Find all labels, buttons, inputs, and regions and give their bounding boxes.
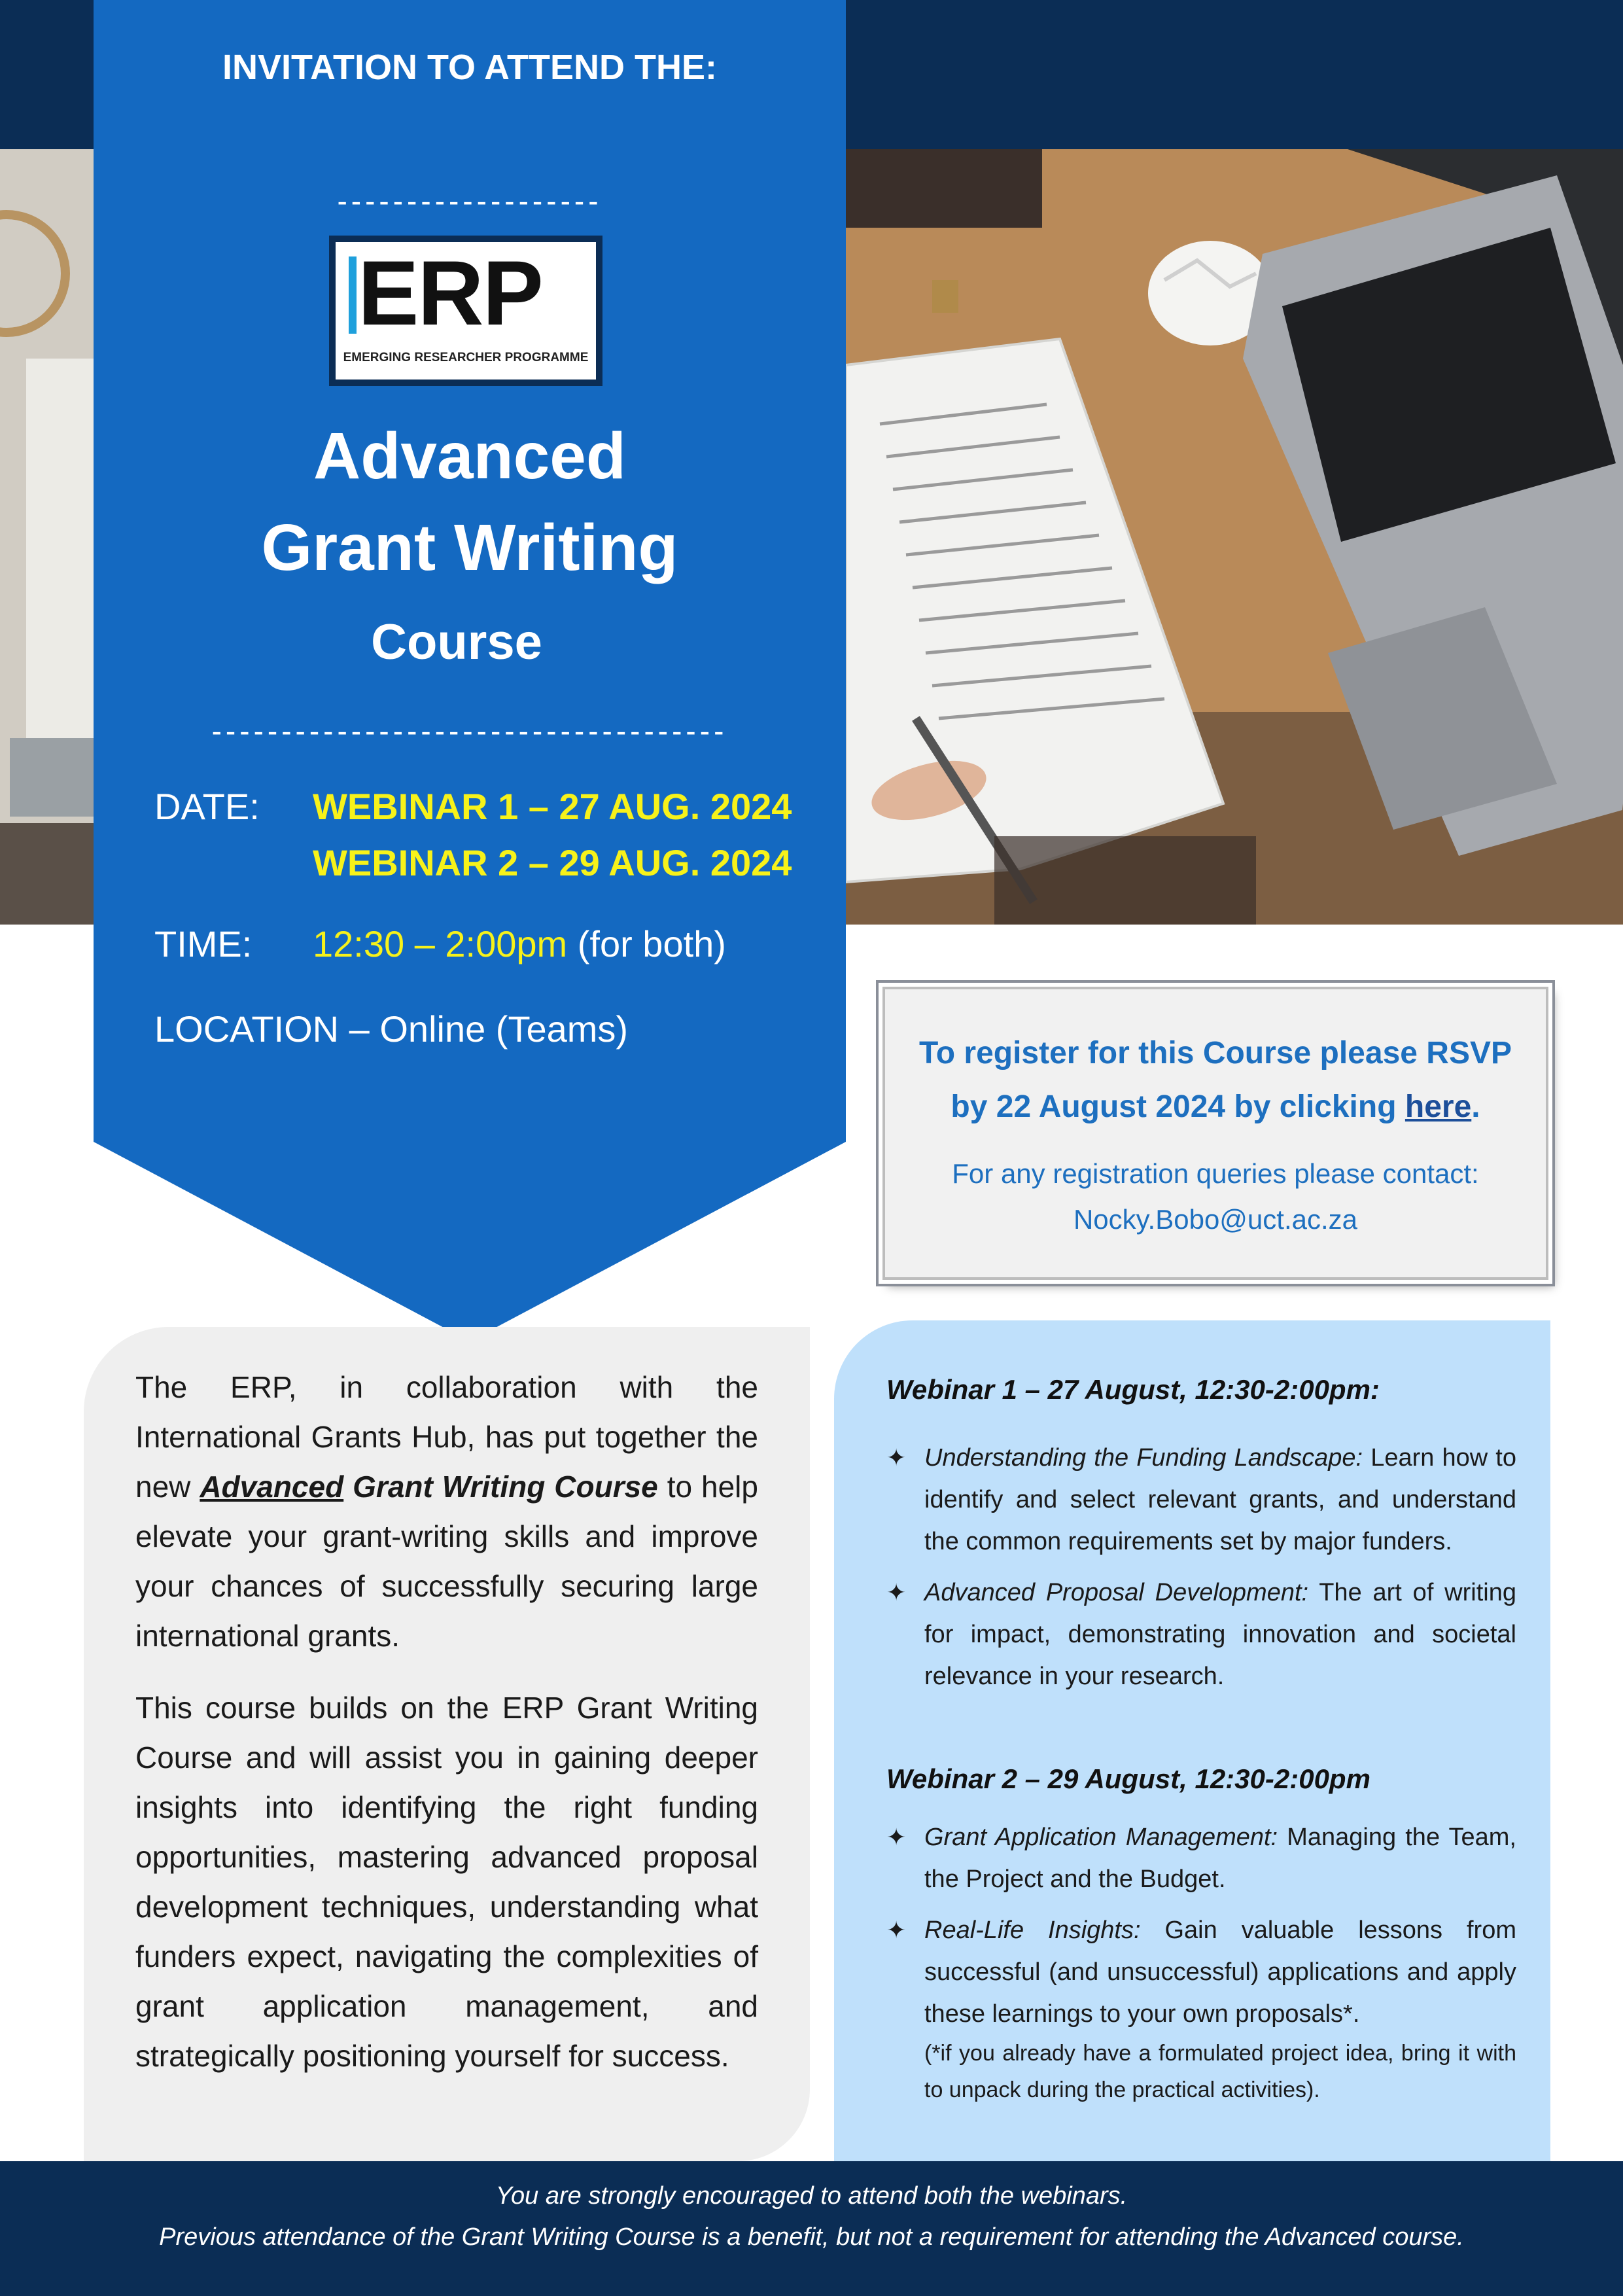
- rsvp-line1: To register for this Course please RSVP: [918, 1036, 1512, 1070]
- webinar1-item: [886, 1572, 1516, 1697]
- location: LOCATION – Online (Teams): [154, 1008, 629, 1050]
- contact-email[interactable]: Nocky.Bobo@uct.ac.za: [1073, 1204, 1358, 1235]
- intro-p1-course-name: Grant Writing Course: [343, 1470, 658, 1504]
- time-row: [313, 923, 726, 965]
- footer-line2: Previous attendance of the Grant Writing Course is a benefit, but not a requirement for attending the Advanced course.: [159, 2223, 1464, 2251]
- rsvp-line2-text: by 22 August 2024 by clicking: [951, 1089, 1405, 1124]
- logo-accent-bar: [349, 256, 357, 334]
- webinar2-list: [886, 1816, 1516, 2108]
- intro-paragraph-1: [135, 1362, 758, 1661]
- rsvp-line2: [885, 1089, 1546, 1125]
- logo-mark: ERP: [358, 241, 542, 344]
- course-title-line1: Advanced: [313, 419, 626, 493]
- star-bullet-icon: ✦: [886, 1916, 907, 1943]
- webinar1-heading: Webinar 1 – 27 August, 12:30-2:00pm:: [886, 1374, 1380, 1405]
- item-title: Advanced Proposal Development:: [924, 1579, 1309, 1606]
- rsvp-box: [882, 987, 1548, 1280]
- item-title: Real-Life Insights:: [924, 1916, 1141, 1944]
- item-text: The art of writing for impact, demonstrating innovation and societal relevance in your research.: [924, 1579, 1516, 1690]
- time-value: 12:30 – 2:00pm: [313, 923, 568, 964]
- divider-top: -------------------: [337, 184, 602, 218]
- item-title: Understanding the Funding Landscape:: [924, 1444, 1363, 1472]
- item-text: Gain valuable lessons from successful (and unsuccessful) applications and apply these learnings to your own proposals*.: [924, 1916, 1516, 2028]
- register-here-link[interactable]: here: [1405, 1089, 1472, 1124]
- rsvp-line2-end: .: [1471, 1089, 1480, 1124]
- webinar1-list: [886, 1437, 1516, 1697]
- logo-subtitle: EMERGING RESEARCHER PROGRAMME: [343, 351, 589, 364]
- star-bullet-icon: ✦: [886, 1824, 907, 1850]
- webinar2-date: WEBINAR 2 – 29 AUG. 2024: [313, 842, 792, 883]
- course-title-line3: Course: [371, 614, 542, 670]
- webinar2-item: [886, 1909, 1516, 2035]
- date-label: DATE:: [154, 786, 260, 827]
- invitation-heading: INVITATION TO ATTEND THE:: [222, 48, 717, 87]
- contact-line: For any registration queries please contact:: [952, 1158, 1479, 1189]
- time-label: TIME:: [154, 923, 253, 964]
- time-note: (for both): [577, 923, 726, 964]
- intro-p1-end: to help elevate your grant-writing skills and improve your chances of successfully securing large international grants.: [135, 1470, 758, 1653]
- divider-mid: -------------------------------------: [211, 714, 728, 748]
- footnote: (*if you already have a formulated project idea, bring it with to unpack during the practical activities).: [924, 2041, 1516, 2102]
- item-title: Grant Application Management:: [924, 1824, 1278, 1851]
- item-text: Learn how to identify and select relevant grants, and understand the common requirements set by major funders.: [924, 1444, 1516, 1555]
- webinar1-item: [886, 1437, 1516, 1563]
- webinar1-date: WEBINAR 1 – 27 AUG. 2024: [313, 786, 792, 827]
- course-title-line2: Grant Writing: [261, 511, 678, 584]
- star-bullet-icon: ✦: [886, 1579, 907, 1606]
- footer-line1: You are strongly encouraged to attend both the webinars.: [495, 2182, 1128, 2210]
- erp-logo: [329, 236, 602, 386]
- star-bullet-icon: ✦: [886, 1444, 907, 1471]
- webinar2-item: [886, 1816, 1516, 1900]
- webinar2-heading: Webinar 2 – 29 August, 12:30-2:00pm: [886, 1763, 1370, 1794]
- intro-p1-start: The ERP, in collaboration with the International Grants Hub, has put together the new: [135, 1370, 758, 1504]
- intro-paragraph-2: This course builds on the ERP Grant Writing Course and will assist you in gaining deeper insights into identifying the right funding opportunities, mastering advanced proposal development techniques, understanding what funders expect, navigating the complexities of grant application management, and strategically positioning yourself for success.: [135, 1691, 758, 2073]
- item-text: Managing the Team, the Project and the Budget.: [924, 1824, 1516, 1893]
- intro-p1-advanced: Advanced: [200, 1470, 344, 1504]
